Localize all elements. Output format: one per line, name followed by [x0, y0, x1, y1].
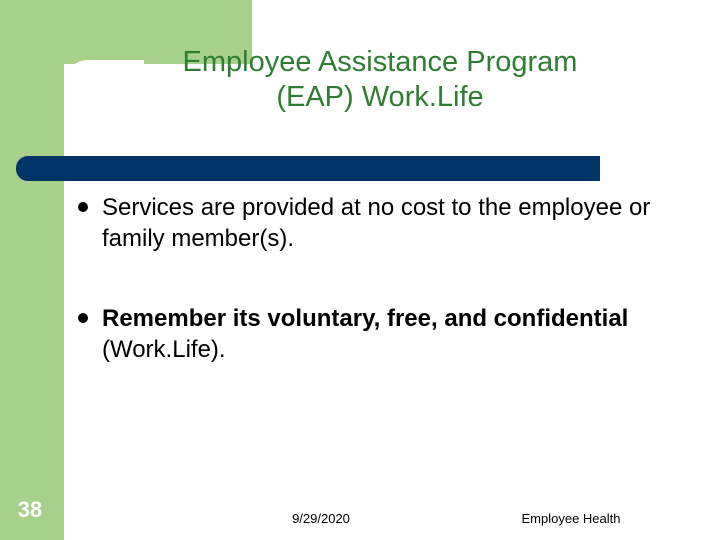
bullet-item-remember — [76, 303, 676, 365]
footer-date: 9/29/2020 — [292, 511, 350, 526]
footer-label: Employee Health — [521, 511, 621, 526]
slide-title-line2: (EAP) Work.Life — [276, 81, 484, 113]
bullet-list — [76, 192, 676, 365]
slide-number: 38 — [17, 497, 43, 522]
bullet-dot-icon — [78, 202, 88, 212]
bullet-item-services — [76, 192, 676, 254]
title-divider-bar — [16, 156, 600, 181]
bullet-bold-text: Remember its voluntary, free, and confidential — [102, 305, 629, 332]
left-green-band — [0, 0, 64, 540]
bullet-text: Services are provided at no cost to the employee or family member(s). — [102, 194, 651, 252]
slide-title — [120, 45, 640, 115]
slide-title-line1: Employee Assistance Program — [182, 46, 578, 78]
bullet-dot-icon — [78, 313, 88, 323]
bullet-normal-text: (Work.Life). — [102, 336, 226, 363]
